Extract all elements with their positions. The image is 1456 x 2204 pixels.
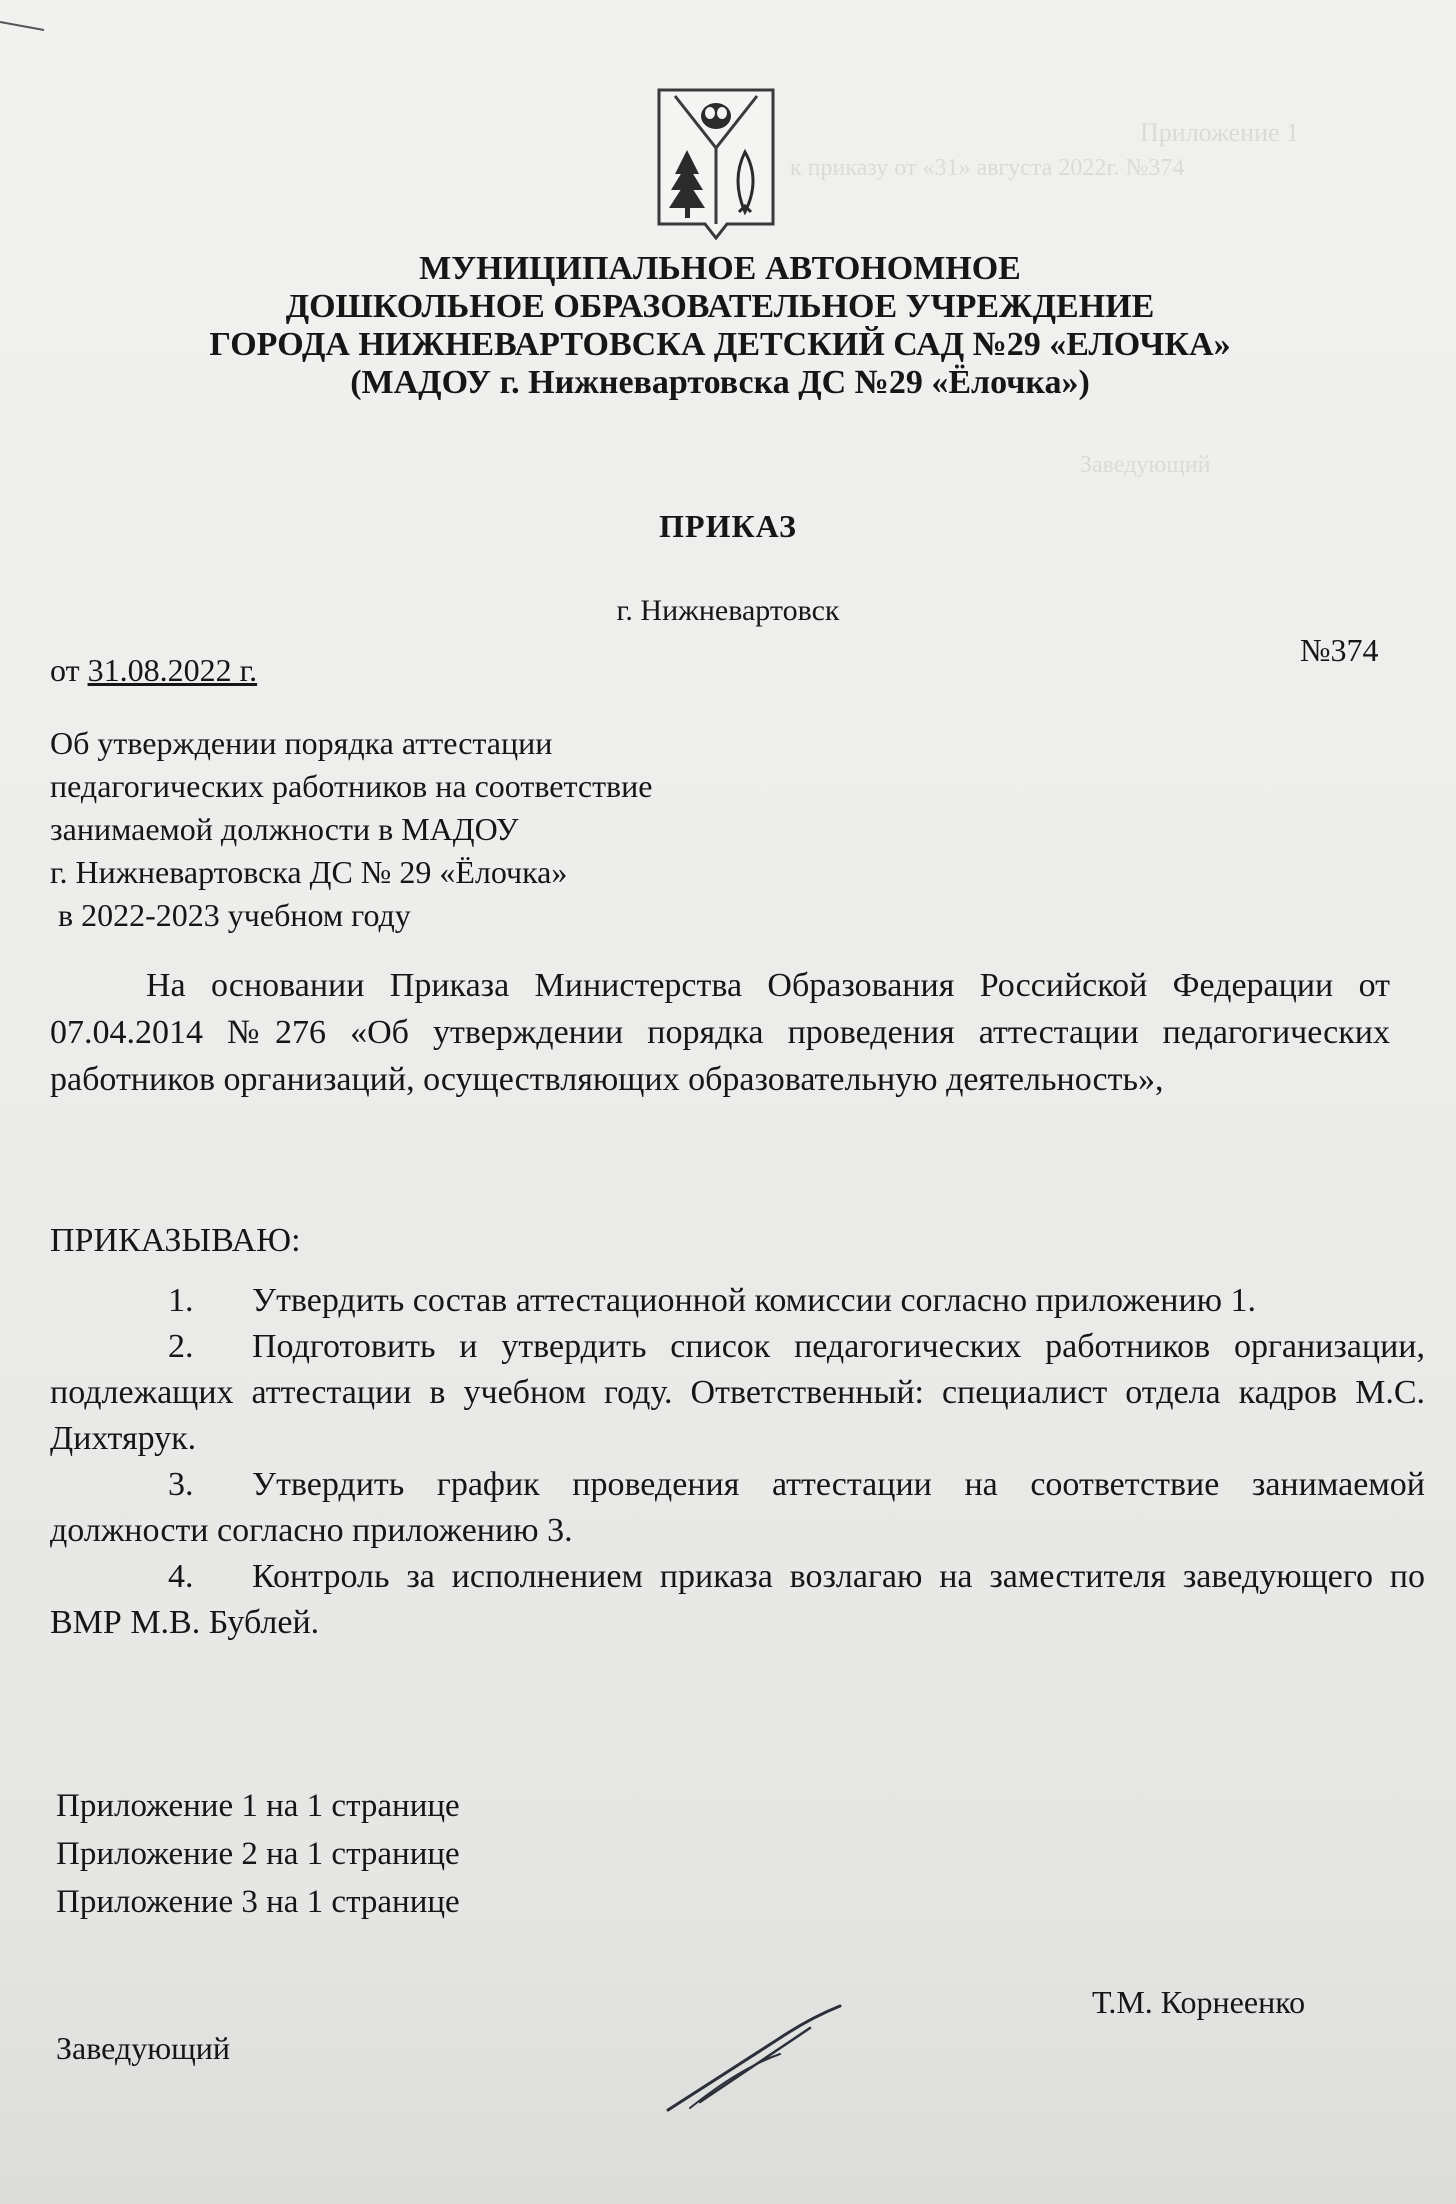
show-through-text-2: к приказу от «31» августа 2022г. №374	[790, 155, 1185, 181]
order-title: ПРИКАЗ	[659, 508, 797, 544]
order-date: 31.08.2022 г.	[87, 652, 258, 688]
show-through-text-1: Приложение 1	[1140, 118, 1300, 147]
organization-header	[90, 250, 1350, 402]
order-date-prefix: от	[50, 652, 88, 688]
decree-label: ПРИКАЗЫВАЮ:	[50, 1222, 301, 1259]
subject-line: занимаемой должности в МАДОУ	[50, 811, 519, 847]
order-subject	[50, 722, 652, 937]
order-city: г. Нижневартовск	[616, 594, 840, 627]
decree-items	[50, 1278, 1425, 1646]
city-coat-of-arms-icon	[655, 88, 777, 240]
subject-line: Об утверждении порядка аттестации	[50, 725, 553, 761]
organization-name-line-1: МУНИЦИПАЛЬНОЕ АВТОНОМНОЕ	[419, 250, 1021, 287]
subject-line: педагогических работников на соответствие	[50, 768, 653, 804]
order-number: №374	[1300, 632, 1379, 668]
organization-name-line-3: ГОРОДА НИЖНЕВАРТОВСКА ДЕТСКИЙ САД №29 «ЕЛОЧКА»	[209, 326, 1231, 363]
signer-position: Заведующий	[56, 2030, 231, 2066]
decree-item	[50, 1278, 1425, 1324]
attachment-item: Приложение 2 на 1 странице	[56, 1836, 460, 1872]
handwritten-signature	[660, 1998, 850, 2118]
drop-flame-icon	[701, 103, 731, 129]
show-through-text-3: Заведующий	[1080, 452, 1211, 478]
item-number: 1.	[168, 1282, 194, 1319]
attachment-item: Приложение 3 на 1 странице	[56, 1884, 460, 1920]
item-number: 3.	[168, 1466, 194, 1503]
organization-short-name: (МАДОУ г. Нижневартовска ДС №29 «Ёлочка»)	[350, 364, 1090, 401]
item-number: 2.	[168, 1328, 194, 1365]
item-text: Контроль за исполнением приказа возлагаю на заместителя заведующего по ВМР М.В. Бублей.	[50, 1558, 1425, 1641]
paper-crease	[0, 0, 50, 60]
decree-item	[50, 1324, 1425, 1462]
item-text: Утвердить состав аттестационной комиссии согласно приложению 1.	[252, 1282, 1257, 1319]
attachment-item: Приложение 1 на 1 странице	[56, 1788, 460, 1824]
attachments-list	[56, 1782, 460, 1926]
order-basis	[50, 962, 1390, 1103]
item-number: 4.	[168, 1558, 194, 1595]
item-text: Утвердить график проведения аттестации на соответствие занимаемой должности согласно приложению 3.	[50, 1466, 1425, 1549]
decree-item	[50, 1554, 1425, 1646]
basis-paragraph: На основании Приказа Министерства Образования Российской Федерации от 07.04.2014 №276 «Об утверждении порядка проведения аттестации педагогических работников организаций, осуществляющих образовательную деятельность»,	[50, 967, 1390, 1098]
organization-name-line-2: ДОШКОЛЬНОЕ ОБРАЗОВАТЕЛЬНОЕ УЧРЕЖДЕНИЕ	[285, 288, 1155, 325]
order-date-line	[50, 652, 257, 689]
subject-line: г. Нижневартовска ДС № 29 «Ёлочка»	[50, 854, 568, 890]
signer-name: Т.М. Корнеенко	[1092, 1984, 1306, 2020]
decree-item	[50, 1462, 1425, 1554]
subject-line: в 2022-2023 учебном году	[50, 897, 411, 933]
item-text: Подготовить и утвердить список педагогических работников организации, подлежащих аттестации в учебном году. Ответственный: специалист отдела кадров М.С. Дихтярук.	[50, 1328, 1425, 1457]
